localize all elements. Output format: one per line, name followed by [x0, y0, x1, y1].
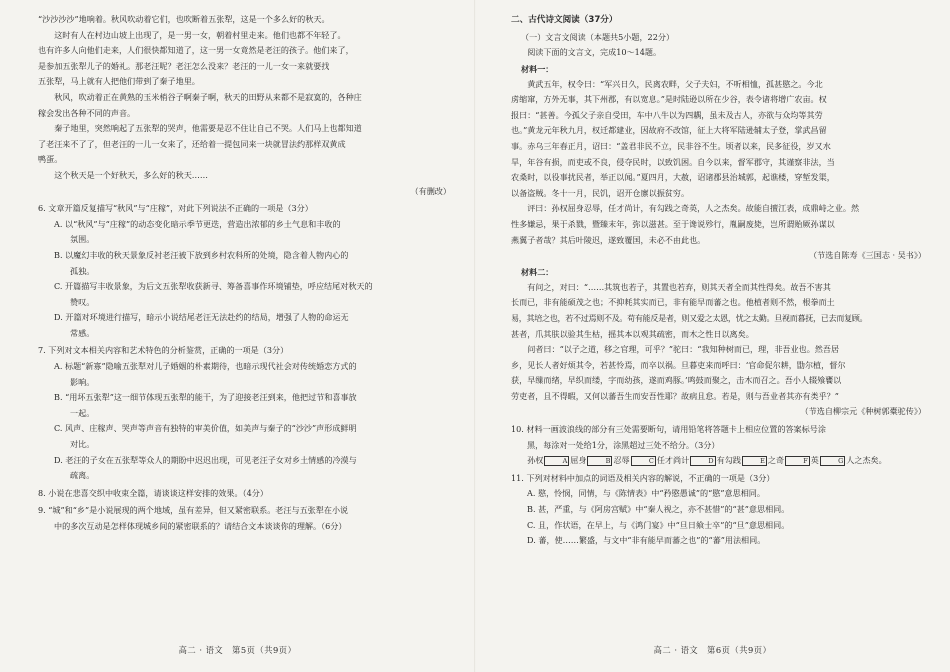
material-2-label: 材料二： — [521, 266, 554, 277]
story-line: 鸭蛋。 — [38, 154, 63, 165]
right-column — [511, 12, 926, 642]
break-box-f[interactable]: F — [785, 456, 810, 466]
option-a: A. 愍，怜悯，同情，与《陈情表》中“矜愍愚诚”的“愍”意思相同。 — [527, 488, 765, 499]
story-line: 稼会发出各种不同的声音。 — [38, 107, 136, 118]
option-c: C. 开篇描写丰收景象，为后文五张犁收获新寻、筹备喜事作环境铺垫，呼应结尾对秋天的 赞叹。 — [54, 281, 373, 307]
question-stem: 11. 下列对材料中加点的词语及相关内容的解说，不正确的一项是（3分） — [511, 472, 775, 483]
option-d: D. 老汪的子女在五张犁等众人的期盼中迟迟出现，可见老汪子女对乡土情感的冷漠与 疏离。 — [54, 454, 357, 481]
option-c: C. 风声、庄稼声、哭声等声音有独特的审美价值，如美声与秦子的“沙沙”声形成鲜明 对比。 — [54, 423, 357, 450]
option-d: D. 蕃，使……繁盛，与文中“非有能早而蕃之也”的“蕃”用法相同。 — [527, 535, 766, 546]
right-page — [475, 0, 950, 672]
story-line: 秦子地里，突然响起了五张犁的哭声，他需要是忍不住让自己不哭。人们马上也都知道 — [54, 123, 362, 134]
page-footer: 高二 · 语文 第6页（共9页） — [653, 645, 772, 655]
page-footer: 高二 · 语文 第5页（共9页） — [178, 645, 297, 655]
story-line: 是参加五张犁儿子的婚礼。那老汪呢？老汪怎么没来？老汪的一儿一女一来就要找 — [38, 60, 330, 71]
option-a: A. 以“秋风”与“庄稼”的动态变化暗示季节更迭，营造出浓郁的乡土气息和丰收的 氛围。 — [54, 218, 341, 245]
story-line: 也有许多人向他们走来，人们很快都知道了，这一男一女竟然是老汪的孩子。他们来了， — [38, 45, 354, 56]
question-10: 10. 材料一画波浪线的部分有三处需要断句，请用铅笔将答题卡上相应位置的答案标号涂 黑，每涂对一处给1分，涂黑超过三处不给分。（3分） 孙权 A 屈身 B 忍辱 C 任才尚计 D 有勾践 E 之奇 F 英 G 人之杰矣。 — [511, 422, 926, 469]
break-box-e[interactable]: E — [742, 456, 767, 466]
story-line: 秋风，吹动着正在黄熟的玉米梢谷子啊秦子啊，秋天的田野从来都不是寂寞的，各种庄 — [54, 91, 362, 102]
option-b: B. “用坏五张犁”这一细节体现五张犁的能干，为了迎接老汪到来，他把过节和喜事放 一起。 — [54, 392, 357, 418]
material-2-text: 有问之，对曰：“……其筑也若子，其置也若弃，则其天者全而其性得矣。故吾不害其 长而已，非有能硕茂之也；不抑耗其实而已，非有能早而蕃之也。他植者则不然，根拳而土 易，其培之也，若不过焉则不及。苟有能反是者，则又爱之太恩，忧之太勤。旦视而暮抚，已去而复顾。 甚者，爪其肤以验其生枯，摇其本以观其疏密，而木之性日以离矣。 问者曰：“以子之道，移之官理，可乎？”驼曰：“我知种树而已，理，非吾业也。然吾居 乡，见长人者好烦其令，若甚怜焉，而卒以祸。旦暮吏来而呼曰：‘官命促尔耕，勖尔植，督尔 获，早缫而绪，早织而缕，字而幼孩，遂而鸡豚。’鸣鼓而聚之，击木而召之。吾小人辍飧饔以 劳吏者，且不得暇，又何以蕃吾生而安吾性耶？故病且怠。若是，则与吾业者其亦有类乎？” （节选自柳宗元《种树郭橐驼传》） — [511, 280, 926, 420]
break-box-a[interactable]: A — [544, 456, 569, 466]
material-2-source: （节选自柳宗元《种树郭橐驼传》） — [800, 406, 926, 417]
question-stem: 7. 下列对文本相关内容和艺术特色的分析鉴赏，正确的一项是（3分） — [38, 345, 289, 356]
break-box-b[interactable]: B — [587, 456, 612, 466]
break-box-d[interactable]: D — [690, 456, 715, 466]
story-line: 这个秋天是一个好秋天，多么好的秋天…… — [54, 169, 208, 180]
story-line: 这时有人在村边山坡上出现了，是一男一女，朝着村里走来。他们也都不年轻了。 — [54, 29, 346, 40]
subsection-title: （一）文言文阅读（本题共5小题，22分） — [521, 32, 675, 42]
option-b: B. 以魔幻丰收的秋天景象反衬老汪被下放到乡村农科所的处境，隐含着人物内心的 孤独。 — [54, 249, 349, 276]
story-line: “沙沙沙沙”地响着。秋风吹动着它们，也吹断着五张犁，这是一个多么好的秋天。 — [38, 14, 330, 24]
option-d: D. 开篇对环境进行描写，暗示小说结尾老汪无法赴约的结局，增强了人物的命运无 常感。 — [54, 312, 349, 338]
story-line: 五张犁，马上就有人把他们带到了秦子地里。 — [38, 76, 200, 87]
left-column — [38, 12, 451, 642]
story-excerpt — [38, 12, 451, 199]
option-c: C. 且，作状语，在早上，与《鸿门宴》中“旦日飨士卒”的“旦”意思相同。 — [527, 519, 790, 530]
option-a: A. 标题“新寡”隐喻五张犁对儿子婚姻的朴素期待，也暗示现代社会对传统婚恋方式的 影响。 — [54, 361, 357, 387]
story-source: （有删改） — [410, 185, 451, 196]
question-11 — [511, 471, 926, 549]
break-box-c[interactable]: C — [631, 456, 656, 466]
material-1-label: 材料一： — [521, 63, 554, 74]
punctuation-line: 孙权 A 屈身 B 忍辱 C 任才尚计 D 有勾践 E 之奇 F 英 G 人之杰矣。 — [527, 455, 887, 466]
question-7 — [38, 343, 451, 483]
question-8: 8. 小说在悲喜交织中收束全篇，请谈谈这样安排的效果。（4分） — [38, 487, 268, 498]
question-6 — [38, 201, 451, 341]
instructions: 阅读下面的文言文，完成10～14题。 — [527, 47, 662, 57]
section-title: 二、古代诗文阅读（37分） — [511, 15, 618, 25]
material-1-text: 黄武五年，权令曰：“军兴日久，民离农畔，父子夫妇，不听相恤，孤甚愍之。今北 虏缩窜，方外无事，其下州郡，有以宽息。”是时陆逊以所在少谷，表令诸将增广农亩。权 报曰：“甚善。今孤父子亲自受田，车中八牛以为四耦，虽未及古人，亦欲与众均等其劳 也。”黄龙元年秋九月，权迁都建业，因故府不改馆，征上大将军陆逊辅太子登，掌武昌留 事。赤乌三年春正月，诏曰：“盖君非民不立，民非谷不生。顷者以来，民多征役，岁又水 旱，年谷有损，而吏或不良，侵夺民时，以致饥困。自今以来，督军郡守，其谨察非法，当 农桑时，以役事扰民者，举正以闻。”夏四月，大赦，诏诸郡县治城郭，起谯楼，穿堑发渠， 以备盗贼。冬十一月，民饥，诏开仓廪以振贫穷。 评曰：孙权屈身忍辱，任才尚计，有勾践之奇英，人之杰矣。故能自擅江表，成鼎峙之业。然 性多嫌忌，果于杀戮，暨臻末年，弥以滋甚。至于谗说殄行，胤嗣废毙，岂所谓贻厥孙谋以 燕翼子者哉？其后叶陵迟，遂致覆国，未必不由此也。 （节选自陈寿《三国志 · 吴书》） — [511, 77, 926, 264]
option-b: B. 甚，严重，与《阿房宫赋》中“秦人视之，亦不甚惜”的“甚”意思相同。 — [527, 504, 790, 515]
question-9: 9. “城”和“乡”是小说展现的两个地域，虽有差异，但又紧密联系。老汪与五张犁在小说 中的多次互动是怎样体现城乡间的紧密联系的？请结合文本谈谈你的理解。（6分） — [38, 505, 349, 531]
question-stem: 6. 文章开篇反复描写“秋风”与“庄稼”，对此下列说法不正确的一项是（3分） — [38, 203, 313, 214]
story-line: 了老汪来不了了，但老汪的一儿一女来了，还给着一提包同来一块就冒法约那样双黄成 — [38, 138, 346, 149]
break-box-g[interactable]: G — [820, 456, 845, 466]
material-1-source: （节选自陈寿《三国志 · 吴书》） — [809, 250, 926, 261]
